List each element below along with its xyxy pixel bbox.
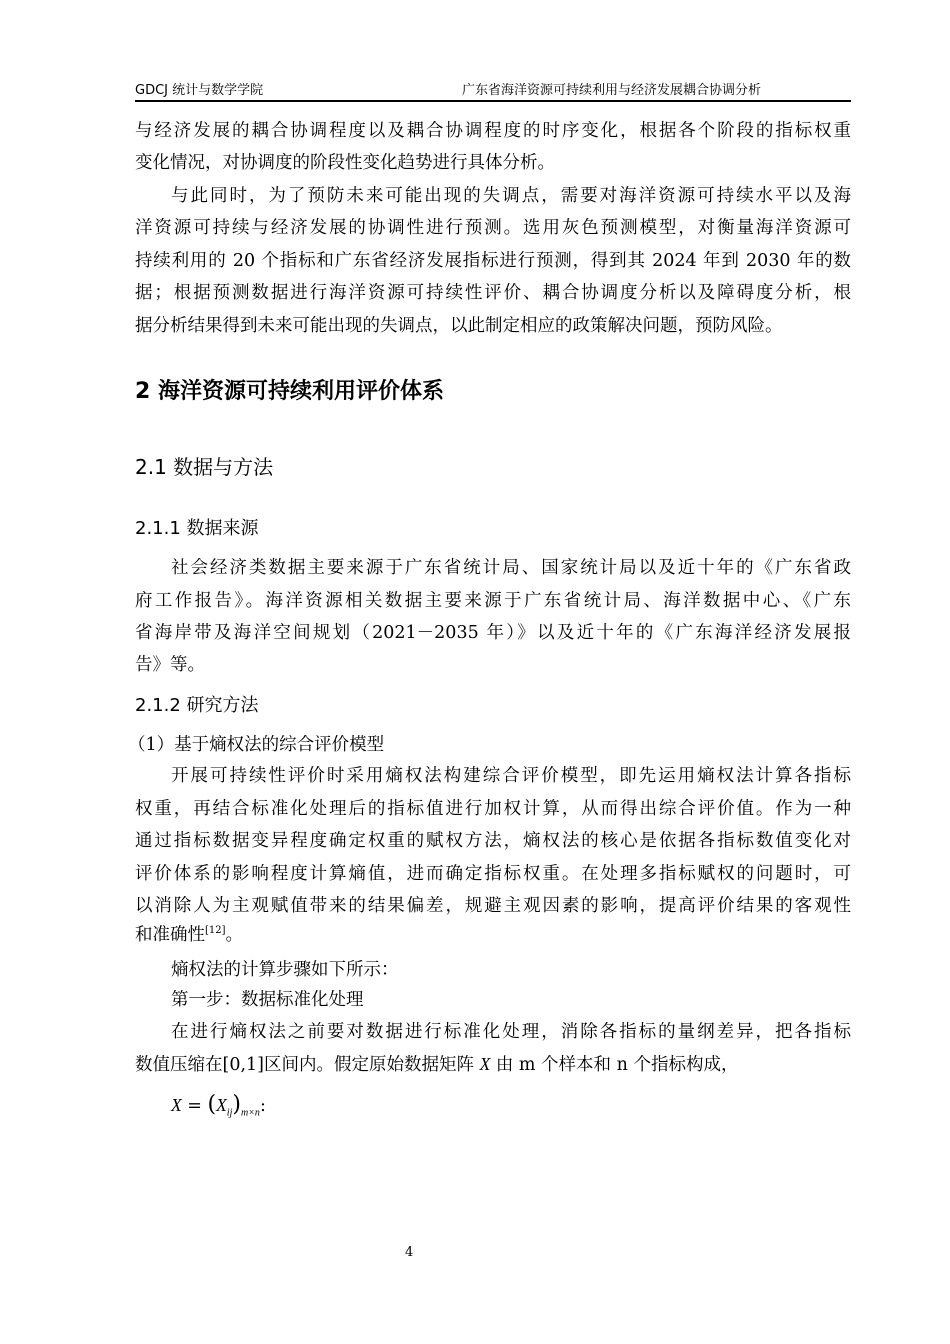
header-rule xyxy=(135,100,851,102)
subsubsection-heading: 2.1.2 研究方法 xyxy=(135,695,259,716)
text-line xyxy=(135,924,851,946)
subsection-heading: 2.1 数据与方法 xyxy=(135,455,274,479)
text: 数值压缩在[0,1]区间内。假定原始数据矩阵 xyxy=(135,1055,480,1075)
formula-dims: m×n xyxy=(240,1107,260,1119)
text-line: 开展可持续性评价时采用熵权法构建综合评价模型，即先运用熵权法计算各指标 xyxy=(171,766,851,786)
page-number: 4 xyxy=(405,1245,414,1260)
text-line: 通过指标数据变异程度确定权重的赋权方法，熵权法的核心是依据各指标数值变化对 xyxy=(135,831,851,851)
text-line xyxy=(135,1053,851,1076)
text-line: 省海岸带及海洋空间规划（2021－2035 年）》以及近十年的《广东海洋经济发展报 xyxy=(135,623,851,643)
text-line: 社会经济类数据主要来源于广东省统计局、国家统计局以及近十年的《广东省政 xyxy=(171,558,851,578)
text-line: 在进行熵权法之前要对数据进行标准化处理，消除各指标的量纲差异，把各指标 xyxy=(171,1022,851,1042)
text-line: 第一步：数据标准化处理 xyxy=(171,990,364,1010)
formula-lhs: X xyxy=(171,1095,182,1115)
formula-end: : xyxy=(259,1096,266,1116)
method-subtitle: （1）基于熵权法的综合评价模型 xyxy=(128,735,385,755)
text-line: 与此同时，为了预防未来可能出现的失调点，需要对海洋资源可持续水平以及海 xyxy=(171,186,851,206)
section-heading: 2 海洋资源可持续利用评价体系 xyxy=(135,379,444,404)
text-line: 以消除人为主观赋值带来的结果偏差，规避主观因素的影响，提高评价结果的客观性 xyxy=(135,896,851,916)
text-line: 与经济发展的耦合协调程度以及耦合协调程度的时序变化，根据各个阶段的指标权重 xyxy=(135,121,851,141)
text-line: 府工作报告》。海洋资源相关数据主要来源于广东省统计局、海洋数据中心、《广东 xyxy=(135,591,851,611)
text-line: 权重，再结合标准化处理后的指标值进行加权计算，从而得出综合评价值。作为一种 xyxy=(135,799,851,819)
formula-sub: ij xyxy=(226,1107,233,1119)
header-left: GDCJ 统计与数学学院 xyxy=(135,83,264,98)
header-right: 广东省海洋资源可持续利用与经济发展耦合协调分析 xyxy=(462,83,762,98)
citation-link[interactable]: [12] xyxy=(205,925,226,936)
text-line: 据；根据预测数据进行海洋资源可持续性评价、耦合协调度分析以及障碍度分析，根 xyxy=(135,283,851,303)
formula-eq: = xyxy=(181,1096,208,1116)
text: 和准确性 xyxy=(135,925,205,945)
text-line: 持续利用的 20 个指标和广东省经济发展指标进行预测，得到其 2024 年到 2030 年的数 xyxy=(135,251,851,271)
text-line: 熵权法的计算步骤如下所示： xyxy=(171,960,399,980)
text-line: 告》等。 xyxy=(135,655,205,675)
formula-base: X xyxy=(216,1095,227,1115)
text-line: 变化情况，对协调度的阶段性变化趋势进行具体分析。 xyxy=(135,153,555,173)
text: 由 m 个样本和 n 个指标构成， xyxy=(490,1055,739,1075)
formula: $X = (X_{ij})_{m\times n}$: xyxy=(171,1092,266,1119)
subsubsection-heading: 2.1.1 数据来源 xyxy=(135,518,259,539)
text-line: 洋资源可持续与经济发展的协调性进行预测。选用灰色预测模型，对衡量海洋资源可 xyxy=(135,218,851,238)
text-line: 评价体系的影响程度计算熵值，进而确定指标权重。在处理多指标赋权的问题时，可 xyxy=(135,864,851,884)
text: 。 xyxy=(225,925,244,945)
text-line: 据分析结果得到未来可能出现的失调点，以此制定相应的政策解决问题，预防风险。 xyxy=(135,316,783,336)
matrix-symbol: X xyxy=(479,1054,491,1074)
